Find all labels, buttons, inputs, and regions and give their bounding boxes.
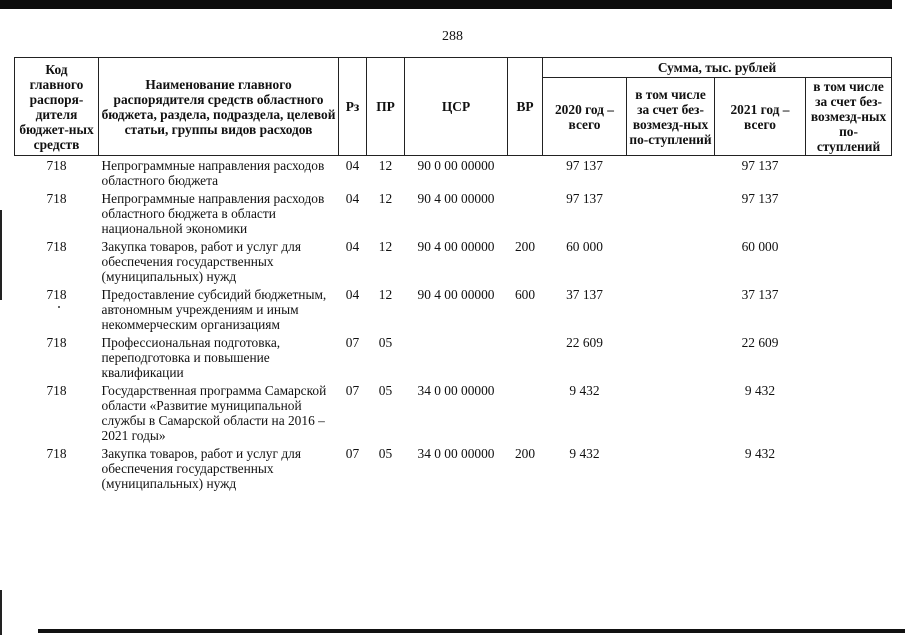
scan-edge-mark [0,590,2,635]
cell-csr: 34 0 00 00000 [417,446,495,461]
cell-2020-total: 9 432 [569,446,600,461]
cell-2021-free [806,189,892,237]
table-row [15,444,892,492]
cell-code: 718 [46,239,67,254]
cell-name: Государственная программа Самарской области «Развитие муниципальной службы в Самарской области на 2016 – 2021 годы» [101,383,327,443]
cell-name: Предоставление субсидий бюджетным, автономным учреждениям и иным некоммерческим организациям [101,287,327,332]
header-vr: ВР [508,58,543,156]
cell-csr: 90 4 00 00000 [417,239,495,254]
cell-rz: 07 [345,446,360,461]
cell-2021-free [806,444,892,492]
cell-code: 718 [46,287,67,302]
cell-vr [508,189,543,237]
cell-2021-total: 97 137 [741,191,779,206]
cell-2021-total: 22 609 [741,335,779,350]
cell-2020-total: 37 137 [566,287,603,302]
cell-code: 718 [46,446,67,461]
cell-2021-total: 9 432 [744,446,776,461]
cell-2021-total: 97 137 [741,158,779,173]
table-row [15,237,892,285]
cell-vr: 200 [514,239,536,254]
cell-name: Закупка товаров, работ и услуг для обеспечения государственных (муниципальных) нужд [101,239,301,284]
cell-rz: 04 [345,239,360,254]
cell-vr [508,156,543,190]
cell-csr: 90 4 00 00000 [417,191,495,206]
scan-top-border [0,0,892,9]
cell-2020-total: 97 137 [566,191,603,206]
header-csr: ЦСР [405,58,508,156]
cell-2020-free [627,285,715,333]
cell-2021-total: 60 000 [741,239,779,254]
cell-2020-free [627,237,715,285]
cell-pr: 05 [378,335,393,350]
cell-rz: 04 [345,191,360,206]
header-name: Наименование главного распорядителя средств областного бюджета, раздела, подраздела, целевой статьи, группы видов расходов [99,58,339,156]
cell-name: Непрограммные направления расходов областного бюджета [101,158,325,188]
cell-vr [508,333,543,381]
cell-2021-free [806,333,892,381]
table-row [15,156,892,190]
cell-2020-total: 60 000 [566,239,603,254]
page-number: 288 [442,29,463,44]
cell-name: Закупка товаров, работ и услуг для обеспечения государственных (муниципальных) нужд [101,446,301,491]
cell-rz: 07 [345,335,360,350]
table-row [15,381,892,444]
cell-csr: 34 0 00 00000 [417,383,495,398]
cell-code: 718 [46,158,67,173]
cell-2020-total: 97 137 [566,158,603,173]
header-2020-free: в том числе за счет без-возмезд-ных по-ступлений [627,78,715,156]
table-row [15,189,892,237]
scan-bottom-border [38,629,905,633]
header-code: Код главного распоря-дителя бюджет-ных средств [15,58,99,156]
cell-code: 718 [46,383,67,398]
budget-table [14,57,892,492]
cell-2020-total: 9 432 [569,383,600,398]
cell-rz: 04 [345,287,360,302]
header-2021-free: в том числе за счет без-возмезд-ных по-ступлений [806,78,892,156]
cell-csr: 90 0 00 00000 [417,158,495,173]
cell-2020-free [627,156,715,190]
scan-edge-mark [0,210,2,300]
cell-vr: 200 [514,446,536,461]
cell-2021-free [806,381,892,444]
cell-code: 718 [46,191,67,206]
cell-pr: 12 [378,158,393,173]
cell-2020-free [627,189,715,237]
cell-csr: 90 4 00 00000 [417,287,495,302]
cell-2021-free [806,285,892,333]
cell-pr: 12 [378,239,393,254]
cell-2020-total: 22 609 [566,335,603,350]
cell-name: Непрограммные направления расходов областного бюджета в области национальной экономики [101,191,325,236]
cell-rz: 07 [345,383,360,398]
table-body [15,156,892,493]
cell-pr: 12 [378,287,393,302]
cell-csr [405,333,508,381]
cell-vr: 600 [514,287,536,302]
header-pr: ПР [367,58,405,156]
cell-vr [508,381,543,444]
cell-2021-free [806,156,892,190]
cell-rz: 04 [345,158,360,173]
cell-name: Профессиональная подготовка, переподготовка и повышение квалификации [101,335,281,380]
cell-pr: 05 [378,446,393,461]
cell-2021-total: 37 137 [741,287,779,302]
header-rz: Рз [339,58,367,156]
header-sum: Сумма, тыс. рублей [543,58,892,78]
cell-code: 718 [46,335,67,350]
cell-pr: 05 [378,383,393,398]
cell-2021-free [806,237,892,285]
table-row [15,333,892,381]
header-2020-total: 2020 год – всего [543,78,627,156]
cell-pr: 12 [378,191,393,206]
cell-2021-total: 9 432 [744,383,776,398]
table-row [15,285,892,333]
table-header [15,58,892,156]
cell-2020-free [627,444,715,492]
cell-2020-free [627,381,715,444]
header-2021-total: 2021 год – всего [715,78,806,156]
cell-2020-free [627,333,715,381]
